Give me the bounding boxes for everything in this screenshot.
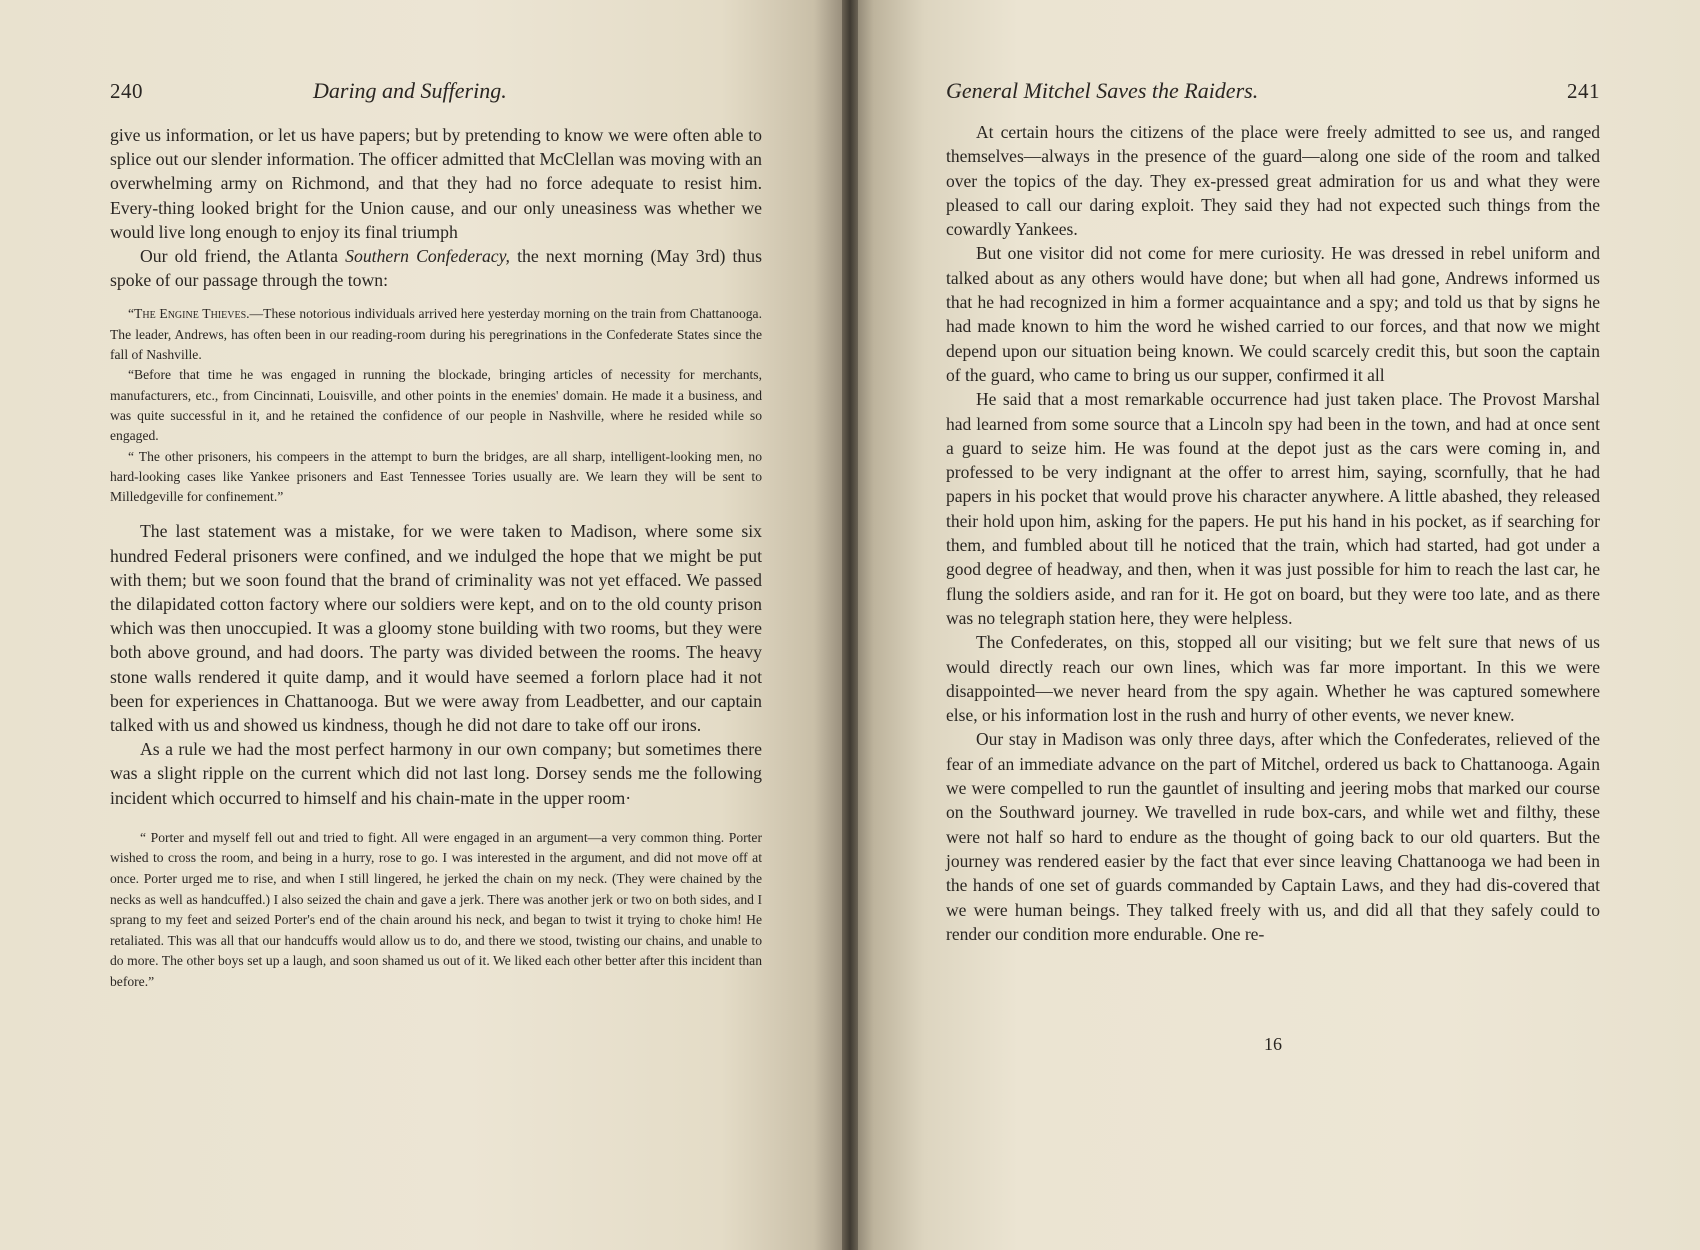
- quote-heading: The Engine Thieves.: [134, 306, 250, 322]
- newspaper-title: Southern Confederacy,: [345, 246, 510, 267]
- quote-paragraph-1-text: —These notorious individuals arrived here yesterday morning on the train from Chattanooga. The leader, Andrews, has often been in our reading-room during his peregrinations in the Confederate States since the fall of Nashville.: [110, 306, 762, 363]
- book-gutter: [842, 0, 858, 1250]
- left-paragraph-3: The last statement was a mistake, for we were taken to Madison, where some six hundred Federal prisoners were confined, and we indulged the hope that we might be put with them; but we soon found that the brand of criminality was not yet effaced. We passed the dilapidated cotton factory where our soldiers were kept, and on to the old county prison which was then unoccupied. It was a gloomy stone building with two rooms, but they were both above ground, and had doors. The party was divided between the rooms. The heavy stone walls rendered it quite damp, and it would have seemed a forlorn place had it not been for experiences in Chattanooga. But we were away from Leadbetter, and our captain talked with us and showed us kindness, though he did not dare to take off our irons.: [110, 521, 762, 736]
- quote-paragraph-3: “ The other prisoners, his compeers in the attempt to burn the bridges, are all sharp, intelligent-looking men, no hard-looking cases like Yankee prisoners and East Tennessee Tories usually are. We learn they will be sent to Milledgeville for confinement.”: [110, 448, 762, 505]
- newspaper-quote: [110, 304, 762, 507]
- dorsey-quote-text: “ Porter and myself fell out and tried to fight. All were engaged in an argument—a very common thing. Porter wished to cross the room, and being in a hurry, rose to go. I was interested in the argument, and did not move off at once. Porter urged me to rise, and when I still lingered, he jerked the chain on my neck. (They were chained by the necks as well as handcuffed.) I also seized the chain and gave a jerk. There was another jerk or two on both sides, and I sprang to my feet and seized Porter's end of the chain around his neck, and began to twist it trying to choke him! He retaliated. This was all that our handcuffs would allow us to do, and there we stood, twisting our chains, and unable to do more. The other boys set up a laugh, and soon shamed us out of it. We liked each other better after this incident than before.”: [110, 829, 762, 989]
- left-paragraph-4: As a rule we had the most perfect harmony in our own company; but sometimes there was a slight ripple on the current which did not last long. Dorsey sends me the following incident which occurred to himself and his chain-mate in the upper room·: [110, 739, 762, 808]
- right-paragraph-1: At certain hours the citizens of the place were freely admitted to see us, and ranged themselves—always in the presence of the guard—along one side of the room and talked over the topics of the day. They ex-pressed great admiration for us and what they were pleased to call our daring exploit. They said they had not expected such things from the cowardly Yankees.: [946, 122, 1600, 240]
- left-running-head: [110, 74, 762, 108]
- left-text-column: [110, 123, 762, 993]
- right-running-head: [946, 74, 1600, 108]
- right-paragraph-2: But one visitor did not come for mere curiosity. He was dressed in rebel uniform and talked about as any others would have done; but when all had gone, Andrews informed us that he had recognized in him a former acquaintance and a spy; and told us that by signs he had made known to him the word he wished carried to our forces, and that now we might depend upon our situation being known. We could scarcely credit this, but soon the captain of the guard, who came to bring us our supper, confirmed it all: [946, 243, 1600, 385]
- left-paragraph-2: [110, 244, 762, 292]
- left-paragraph-2-text-a: Our old friend, the Atlanta: [140, 246, 346, 267]
- right-page: [848, 0, 1700, 1250]
- dorsey-quote: [110, 828, 762, 993]
- left-paragraph-2-text-b: the next morning (May 3rd) thus spoke of our passage through the town:: [110, 246, 763, 291]
- left-paragraph-1: give us information, or let us have papers; but by pretending to know we were often able to splice out our slender information. The officer admitted that McClellan was moving with an overwhelming army on Richmond, and that they had no force adequate to resist him. Every-thing looked bright for the Union cause, and our only uneasiness was whether we would live long enough to enjoy its final triumph: [110, 125, 762, 242]
- quote-open-mark: “: [128, 306, 135, 322]
- right-paragraph-5: Our stay in Madison was only three days, after which the Confederates, relieved of the fear of an immediate advance on the part of Mitchel, ordered us back to Chattanooga. Again we were compelled to run the gauntlet of insulting and jeering mobs that marked our course on the Southward journey. We travelled in rude box-cars, and while wet and filthy, these were not half so hard to endure as the thought of going back to our old quarters. But the journey was rendered easier by the fact that ever since leaving Chattanooga we had been in the hands of one set of guards commanded by Captain Laws, and they had dis-covered that we were human beings. They talked freely with us, and did all that they safely could to render our condition more endurable. One re-: [946, 729, 1600, 944]
- right-page-number: 241: [1567, 79, 1600, 103]
- signature-mark: 16: [1264, 1034, 1282, 1054]
- right-paragraph-3: He said that a most remarkable occurrence had just taken place. The Provost Marshal had learned from some source that a Lincoln spy had been in the town, and had at once sent a guard to seize him. He was found at the depot just as the cars were coming in, and professed to be very indignant at the offer to arrest him, saying, scornfully, that he had papers in his pocket that would prove his character anywhere. A little abashed, they released their hold upon him, asking for the papers. He put his hand in his pocket, as if searching for them, and fumbled about till he noticed that the train, which had started, had got under a good degree of headway, and then, when it was just possible for him to reach the last car, he flung the soldiers aside, and ran for it. He got on board, but they were too late, and as there was no telegraph station here, they were helpless.: [946, 389, 1600, 628]
- quote-paragraph-1: [110, 304, 762, 365]
- right-running-title: General Mitchel Saves the Raiders.: [946, 78, 1259, 103]
- quote-paragraph-2: “Before that time he was engaged in running the blockade, bringing articles of necessity for merchants, manufacturers, etc., from Cincinnati, Louisville, and other points in the enemies' domain. He made it a business, and was quite successful in it, and he retained the confidence of our people in Nashville, where he resided while so engaged.: [110, 367, 762, 444]
- left-page-number: 240: [110, 79, 143, 103]
- right-paragraph-4: The Confederates, on this, stopped all our visiting; but we felt sure that news of us would directly reach our own lines, which was far more important. In this we were disappointed—we never heard from the spy again. Whether he was captured somewhere else, or his information lost in the rush and hurry of other events, we never knew.: [946, 632, 1600, 726]
- right-text-column: [946, 120, 1600, 946]
- left-page: [0, 0, 848, 1250]
- left-running-title: Daring and Suffering.: [313, 78, 507, 103]
